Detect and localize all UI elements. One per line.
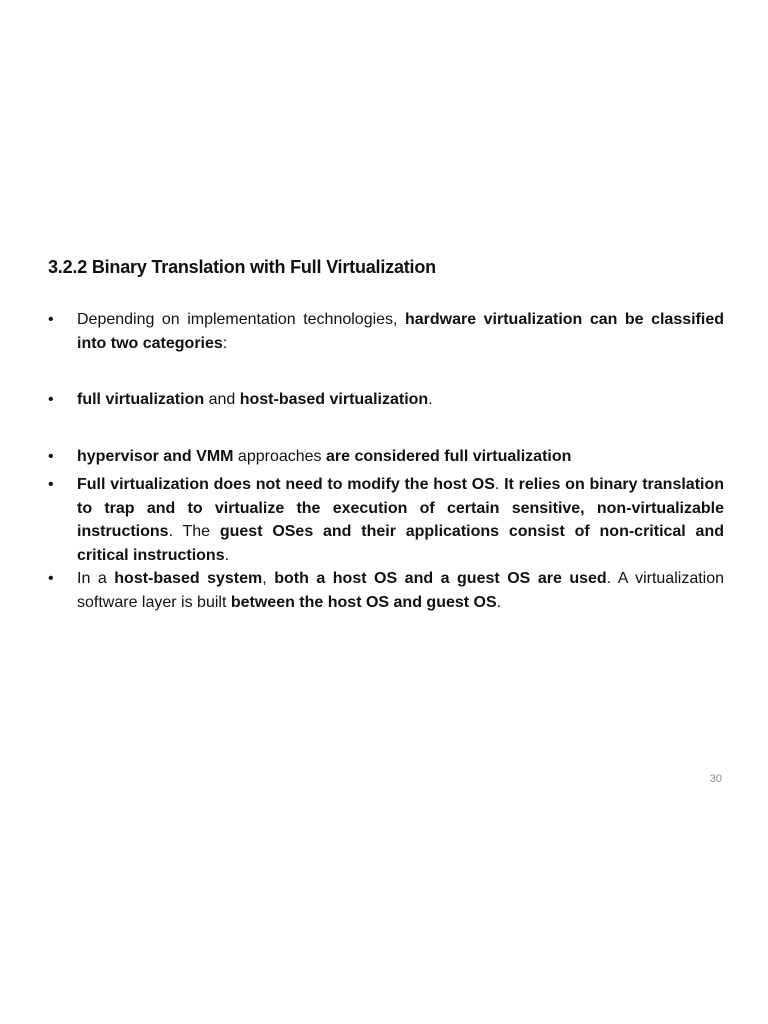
text-run: In a <box>77 570 115 587</box>
bullet-text <box>77 391 433 408</box>
text-run-bold: guest OSes and their applications consist of non-critical and critical instructions <box>77 523 724 564</box>
text-run: . <box>494 476 505 493</box>
bullet-marker: • <box>48 391 54 408</box>
text-run-bold: both a host OS and a guest OS are used <box>274 570 607 587</box>
page-number: 30 <box>709 773 722 785</box>
text-run: Depending on implementation technologies, <box>77 311 405 328</box>
bullet-text <box>77 570 724 611</box>
text-run-bold: hardware virtualization can be classified into two categories <box>77 311 724 352</box>
text-run: , <box>262 570 275 587</box>
text-run: . The <box>168 523 220 540</box>
bullet-text <box>77 311 724 352</box>
bullet-marker: • <box>48 476 54 493</box>
bullet-item <box>48 308 724 355</box>
bullet-text <box>77 448 571 465</box>
bullet-text <box>77 476 724 564</box>
text-run: . <box>224 546 230 564</box>
text-run: . <box>428 391 433 408</box>
text-run: . <box>496 593 502 611</box>
bullet-item <box>48 388 724 412</box>
bullet-marker: • <box>48 570 54 587</box>
bullet-list <box>48 308 724 614</box>
text-run-bold: It relies on binary translation to trap and to virtualize the execution of certain sensitive, non-virtualizable instructions <box>77 476 725 540</box>
text-run-bold: hypervisor and VMM <box>77 447 234 465</box>
text-run-bold: full virtualization <box>77 391 205 408</box>
bullet-item <box>48 445 724 469</box>
text-run: . A virtualization software layer is built <box>77 570 725 611</box>
bullet-marker: • <box>48 311 54 328</box>
bullet-item <box>48 473 724 567</box>
text-run-bold: are considered full virtualization <box>326 447 572 465</box>
text-run: and <box>204 391 240 408</box>
bullet-marker: • <box>48 447 54 465</box>
text-run: : <box>222 334 228 352</box>
text-run-bold: host-based virtualization <box>239 391 429 408</box>
text-run-bold: host-based system <box>114 570 263 587</box>
bullet-item <box>48 567 724 614</box>
text-run-bold: between the host OS and guest OS <box>230 593 497 611</box>
section-title: 3.2.2 Binary Translation with Full Virtualization <box>48 257 436 277</box>
text-run-bold: Full virtualization does not need to modify the host OS <box>77 476 495 493</box>
text-run: approaches <box>233 447 326 465</box>
